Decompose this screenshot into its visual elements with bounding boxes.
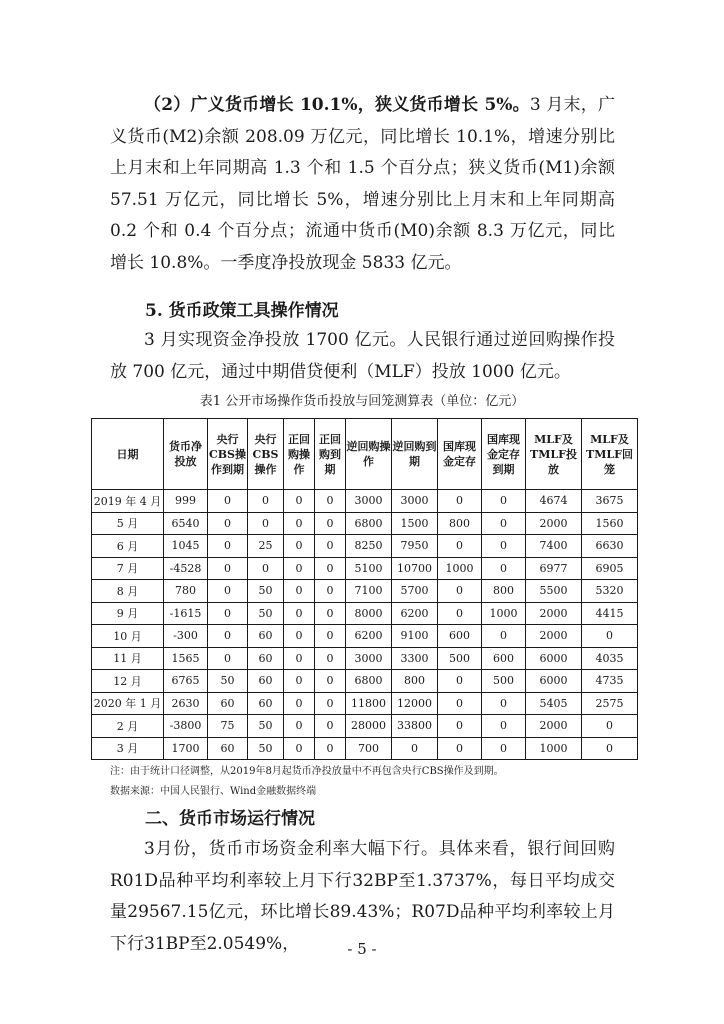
table-cell: 0 <box>438 535 482 558</box>
table-cell: 0 <box>284 512 315 535</box>
table-row <box>92 670 638 693</box>
table-cell: 0 <box>438 670 482 693</box>
table-cell: 60 <box>248 625 284 648</box>
table-cell: 1560 <box>582 512 638 535</box>
table-cell: 7950 <box>392 535 438 558</box>
table-cell: 780 <box>164 580 208 603</box>
table-cell: 0 <box>315 737 346 760</box>
table-row <box>92 737 638 760</box>
table-cell: 0 <box>284 715 315 738</box>
table-cell: 2000 <box>526 625 582 648</box>
table-cell: 3000 <box>392 490 438 513</box>
table-cell: 6000 <box>526 670 582 693</box>
table-cell: 0 <box>208 580 248 603</box>
table-cell: 5700 <box>392 580 438 603</box>
table-cell: 1000 <box>526 737 582 760</box>
table-cell: 3 月 <box>92 737 164 760</box>
market-heading: 二、货币市场运行情况 <box>145 809 315 829</box>
table-cell: 0 <box>315 625 346 648</box>
table-cell: 0 <box>392 737 438 760</box>
table-cell: 0 <box>315 512 346 535</box>
table-cell: 0 <box>315 535 346 558</box>
table-cell: 0 <box>284 490 315 513</box>
table-cell: 0 <box>284 625 315 648</box>
table-row <box>92 625 638 648</box>
table-cell: 6540 <box>164 512 208 535</box>
table-cell: 5405 <box>526 692 582 715</box>
table-row <box>92 602 638 625</box>
table-cell: 6800 <box>346 670 392 693</box>
table-cell: 0 <box>248 490 284 513</box>
table-cell: 0 <box>482 535 526 558</box>
table-cell: 1000 <box>438 557 482 580</box>
table-header-row <box>92 419 638 490</box>
table-cell: 60 <box>248 692 284 715</box>
table-cell: 0 <box>284 535 315 558</box>
table-cell: 6000 <box>526 647 582 670</box>
table-cell: 2019 年 4 月 <box>92 490 164 513</box>
table-cell: 1045 <box>164 535 208 558</box>
table-cell: 0 <box>315 580 346 603</box>
table-cell: 6765 <box>164 670 208 693</box>
table-cell: 9 月 <box>92 602 164 625</box>
table-cell: -300 <box>164 625 208 648</box>
table-caption: 表1 公开市场操作货币投放与回笼测算表（单位：亿元） <box>199 394 525 409</box>
table-cell: 5 月 <box>92 512 164 535</box>
table-cell: 800 <box>438 512 482 535</box>
table-cell: 0 <box>208 602 248 625</box>
table-cell: 11800 <box>346 692 392 715</box>
table-cell: 600 <box>438 625 482 648</box>
column-header: 央行CBS操作到期 <box>208 419 248 490</box>
table-cell: 7 月 <box>92 557 164 580</box>
table-note: 注：由于统计口径调整，从2019年8月起货币净投放量中不再包含央行CBS操作及到期。 <box>110 766 504 777</box>
table-cell: 0 <box>208 535 248 558</box>
table-cell: 0 <box>582 737 638 760</box>
table-cell: 0 <box>438 737 482 760</box>
table-cell: 2000 <box>526 512 582 535</box>
table-cell: 2000 <box>526 715 582 738</box>
table-cell: 2575 <box>582 692 638 715</box>
table-cell: 0 <box>315 490 346 513</box>
table-cell: 50 <box>208 670 248 693</box>
table-cell: 4415 <box>582 602 638 625</box>
table-cell: 2000 <box>526 602 582 625</box>
m2-paragraph <box>110 90 615 279</box>
table-cell: 50 <box>248 580 284 603</box>
table-cell: 11 月 <box>92 647 164 670</box>
table-cell: 0 <box>582 625 638 648</box>
table-cell: 8000 <box>346 602 392 625</box>
column-header: 逆回购操作 <box>346 419 392 490</box>
page-number: - 5 - <box>347 940 377 958</box>
table-cell: 5100 <box>346 557 392 580</box>
table-cell: 10 月 <box>92 625 164 648</box>
table-cell: 0 <box>582 715 638 738</box>
table-cell: 0 <box>438 602 482 625</box>
table-cell: 6905 <box>582 557 638 580</box>
table-cell: 0 <box>315 670 346 693</box>
table-cell: 500 <box>438 647 482 670</box>
table-cell: 1500 <box>392 512 438 535</box>
table-cell: 25 <box>248 535 284 558</box>
table-cell: 0 <box>438 490 482 513</box>
table-row <box>92 647 638 670</box>
table-cell: 50 <box>248 602 284 625</box>
table-cell: 4674 <box>526 490 582 513</box>
table-cell: 6 月 <box>92 535 164 558</box>
table-cell: 3000 <box>346 647 392 670</box>
table-cell: 1700 <box>164 737 208 760</box>
table-cell: 0 <box>315 557 346 580</box>
table-cell: 2630 <box>164 692 208 715</box>
table-cell: -4528 <box>164 557 208 580</box>
table-cell: 7400 <box>526 535 582 558</box>
policy-paragraph: 3 月实现资金净投放 1700 亿元。人民银行通过逆回购操作投放 700 亿元，通过中期借贷便利（MLF）投放 1000 亿元。 <box>110 330 615 382</box>
table-source: 数据来源：中国人民银行、Wind金融数据终端 <box>110 786 317 797</box>
column-header: 国库现金定存 <box>438 419 482 490</box>
table-cell: 0 <box>208 490 248 513</box>
column-header: MLF及TMLF投放 <box>526 419 582 490</box>
table-cell: 0 <box>438 692 482 715</box>
column-header: 央行CBS操作 <box>248 419 284 490</box>
table-cell: 0 <box>284 602 315 625</box>
policy-heading: 5. 货币政策工具操作情况 <box>145 301 339 321</box>
table-cell: 0 <box>284 647 315 670</box>
table-cell: 6630 <box>582 535 638 558</box>
column-header: 逆回购到期 <box>392 419 438 490</box>
table-cell: 60 <box>248 670 284 693</box>
column-header: 正回购操作 <box>284 419 315 490</box>
table-cell: 10700 <box>392 557 438 580</box>
table-cell: 0 <box>482 490 526 513</box>
table-row <box>92 535 638 558</box>
table-cell: 12 月 <box>92 670 164 693</box>
table-cell: 500 <box>482 670 526 693</box>
table-cell: 60 <box>208 692 248 715</box>
table-cell: 28000 <box>346 715 392 738</box>
table-cell: 6200 <box>346 625 392 648</box>
table-cell: 2020 年 1 月 <box>92 692 164 715</box>
column-header: 日期 <box>92 419 164 490</box>
table-cell: 75 <box>208 715 248 738</box>
table-cell: 0 <box>284 557 315 580</box>
table-cell: 6200 <box>392 602 438 625</box>
table-row <box>92 580 638 603</box>
table-cell: 0 <box>248 512 284 535</box>
table-cell: 2 月 <box>92 715 164 738</box>
table-cell: 999 <box>164 490 208 513</box>
table-cell: 0 <box>482 737 526 760</box>
table-cell: 4035 <box>582 647 638 670</box>
table-cell: 1565 <box>164 647 208 670</box>
m2-body: 3 月末，广义货币(M2)余额 208.09 万亿元，同比增长 10.1%，增速分别比上月末和上年同期高 1.3 个和 1.5 个百分点；狭义货币(M1)余额 57.51 万亿元，同比增长 5%，增速分别比上月末和上年同期高 0.2 个和 0.4 个百分点；流通中货币(M0)余额 8.3 万亿元，同比增长 10.8%。一季度净投放现金 5833 亿元。 <box>110 95 615 273</box>
column-header: MLF及TMLF回笼 <box>582 419 638 490</box>
column-header: 货币净投放 <box>164 419 208 490</box>
table-cell: -3800 <box>164 715 208 738</box>
table-cell: 3300 <box>392 647 438 670</box>
table-cell: 0 <box>208 512 248 535</box>
table-cell: -1615 <box>164 602 208 625</box>
table-row <box>92 692 638 715</box>
table-row <box>92 715 638 738</box>
table-row <box>92 557 638 580</box>
table-cell: 0 <box>248 557 284 580</box>
table-cell: 60 <box>208 737 248 760</box>
table-cell: 9100 <box>392 625 438 648</box>
table-cell: 8250 <box>346 535 392 558</box>
table-cell: 0 <box>482 557 526 580</box>
table-row <box>92 490 638 513</box>
table-cell: 700 <box>346 737 392 760</box>
table-cell: 50 <box>248 737 284 760</box>
table-cell: 4735 <box>582 670 638 693</box>
table-cell: 0 <box>315 715 346 738</box>
table-cell: 0 <box>315 692 346 715</box>
table-cell: 0 <box>284 670 315 693</box>
table-cell: 0 <box>482 625 526 648</box>
table-cell: 8 月 <box>92 580 164 603</box>
table-cell: 0 <box>208 557 248 580</box>
column-header: 正回购到期 <box>315 419 346 490</box>
table-cell: 0 <box>284 737 315 760</box>
table-cell: 800 <box>392 670 438 693</box>
table-cell: 600 <box>482 647 526 670</box>
table-cell: 0 <box>208 625 248 648</box>
table-cell: 6800 <box>346 512 392 535</box>
table-cell: 33800 <box>392 715 438 738</box>
table-cell: 0 <box>438 715 482 738</box>
table-row <box>92 512 638 535</box>
column-header: 国库现金定存到期 <box>482 419 526 490</box>
table-cell: 6977 <box>526 557 582 580</box>
table-cell: 1000 <box>482 602 526 625</box>
table-cell: 3675 <box>582 490 638 513</box>
market-paragraph: 3月份，货币市场资金利率大幅下行。具体来看，银行间回购R01D品种平均利率较上月下行32BP至1.3737%，每日平均成交量29567.15亿元，环比增长89.43%；R07D品种平均利率较上月下行31BP至2.0549%， <box>110 839 615 954</box>
table-cell: 0 <box>482 512 526 535</box>
table-cell: 5500 <box>526 580 582 603</box>
table-cell: 5320 <box>582 580 638 603</box>
m2-lead: （2）广义货币增长 10.1%，狭义货币增长 5%。 <box>144 95 530 115</box>
table-cell: 50 <box>248 715 284 738</box>
table-cell: 60 <box>248 647 284 670</box>
table-cell: 0 <box>315 602 346 625</box>
table-cell: 0 <box>284 692 315 715</box>
table-cell: 0 <box>284 580 315 603</box>
table-cell: 800 <box>482 580 526 603</box>
table-body <box>92 490 638 760</box>
table-cell: 3000 <box>346 490 392 513</box>
table-cell: 7100 <box>346 580 392 603</box>
table-cell: 12000 <box>392 692 438 715</box>
table-cell: 0 <box>482 692 526 715</box>
table-cell: 0 <box>208 647 248 670</box>
table-cell: 0 <box>315 647 346 670</box>
table-cell: 0 <box>482 715 526 738</box>
table-cell: 0 <box>438 580 482 603</box>
operations-table <box>91 418 638 760</box>
